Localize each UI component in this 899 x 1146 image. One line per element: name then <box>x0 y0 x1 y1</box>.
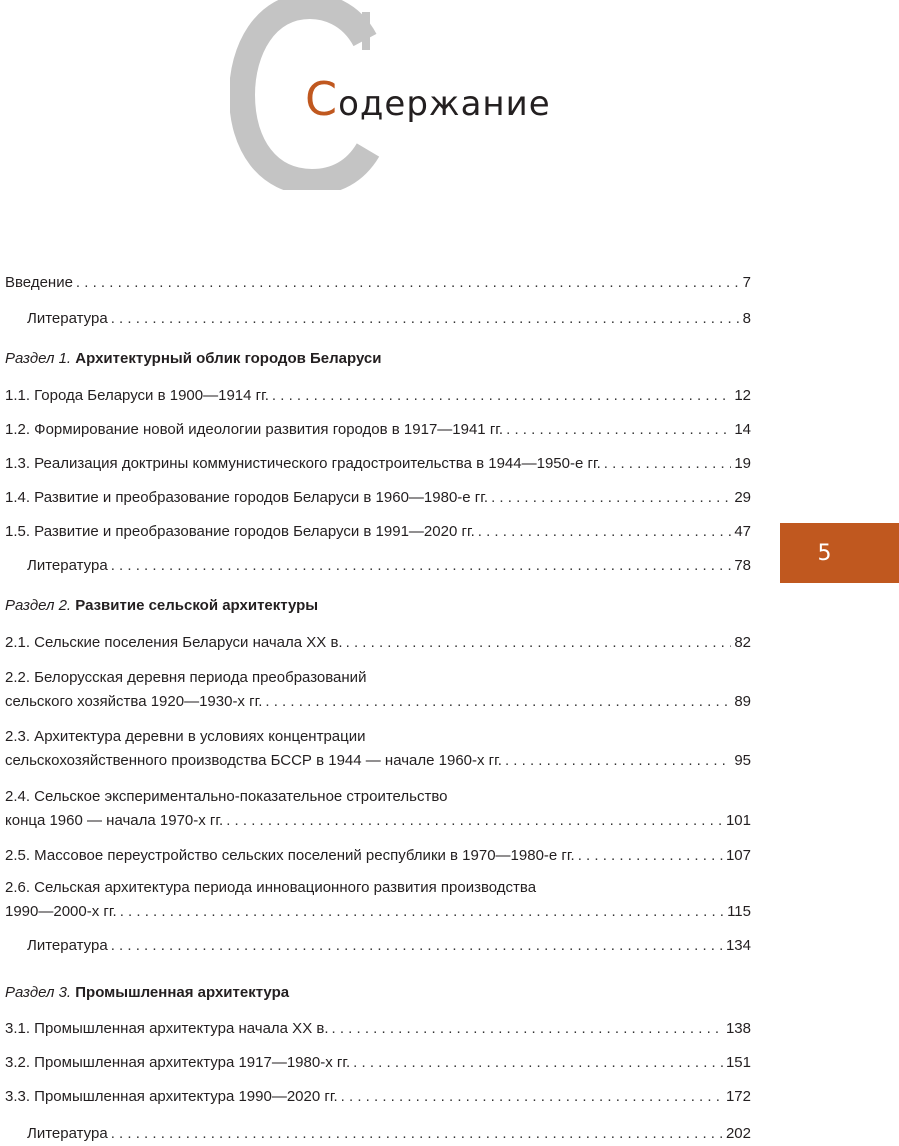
toc-page-number: 115 <box>727 903 751 920</box>
toc-entry[interactable] <box>5 1017 751 1041</box>
toc-entry-line <box>5 418 751 442</box>
toc-entry-text: 1.2. Формирование новой идеологии развития городов в 1917—1941 гг. <box>5 421 504 438</box>
toc-page-number: 89 <box>734 693 751 710</box>
toc-entry-text: 1.4. Развитие и преобразование городов Беларуси в 1960—1980-е гг. <box>5 489 489 506</box>
toc-page-number: 14 <box>734 421 751 438</box>
toc-entry-text: Литература <box>27 937 108 954</box>
dot-leader <box>226 809 723 833</box>
toc-entry-line <box>5 384 751 408</box>
section-title: Промышленная архитектура <box>75 984 290 1001</box>
toc-entry[interactable] <box>5 725 751 773</box>
toc-entry-line <box>5 486 751 510</box>
toc-entry-line <box>5 749 751 773</box>
dot-leader <box>506 418 731 442</box>
toc-entry-line <box>5 666 751 690</box>
toc-entry-line <box>5 785 751 809</box>
toc-section-heading[interactable] <box>5 984 289 1001</box>
title-rest: одержание <box>338 84 551 124</box>
toc-entry-line <box>5 271 751 295</box>
toc-page-number: 8 <box>742 310 751 327</box>
dot-leader <box>353 1051 723 1075</box>
dot-leader <box>491 486 731 510</box>
toc-entry-line <box>5 631 751 655</box>
toc-entry[interactable] <box>5 785 751 833</box>
dot-leader <box>341 1085 723 1109</box>
toc-entry-text: 2.2. Белорусская деревня периода преобразований <box>5 669 367 686</box>
toc-entry[interactable] <box>27 554 751 578</box>
toc-page-number: 101 <box>725 812 751 829</box>
toc-entry-text: 2.1. Сельские поселения Беларуси начала XX в. <box>5 634 343 651</box>
toc-entry-text: 3.1. Промышленная архитектура начала XX в. <box>5 1020 329 1037</box>
toc-entry[interactable] <box>5 876 751 924</box>
toc-entry-text: конца 1960 — начала 1970-х гг. <box>5 812 224 829</box>
dot-leader <box>604 452 732 476</box>
toc-page-number: 82 <box>734 634 751 651</box>
toc-entry[interactable] <box>5 271 751 295</box>
toc-entry-line <box>5 900 751 924</box>
toc-page-number: 19 <box>734 455 751 472</box>
toc-entry-text: Литература <box>27 1125 108 1142</box>
section-title: Архитектурный облик городов Беларуси <box>75 350 382 367</box>
toc-entry-line <box>5 725 751 749</box>
toc-entry-text: 2.3. Архитектура деревни в условиях концентрации <box>5 728 366 745</box>
toc-entry-text: 1.1. Города Беларуси в 1900—1914 гг. <box>5 387 269 404</box>
toc-entry[interactable] <box>5 631 751 655</box>
title-initial: С <box>305 72 339 126</box>
dot-leader <box>76 271 740 295</box>
dot-leader <box>346 631 732 655</box>
page-number-tab <box>780 523 899 583</box>
toc-entry[interactable] <box>5 520 751 544</box>
toc-entry[interactable] <box>5 844 751 868</box>
section-title: Развитие сельской архитектуры <box>75 597 319 614</box>
dot-leader <box>111 1122 723 1146</box>
toc-entry-line <box>27 554 751 578</box>
dot-leader <box>272 384 731 408</box>
toc-entry-line <box>27 1122 751 1146</box>
toc-entry-line <box>5 452 751 476</box>
toc-entry-line <box>27 307 751 331</box>
dot-leader <box>111 554 732 578</box>
section-prefix: Раздел 2. <box>5 597 72 614</box>
dot-leader <box>265 690 731 714</box>
toc-entry[interactable] <box>5 1085 751 1109</box>
toc-page-number: 7 <box>742 274 751 291</box>
toc-page-number: 95 <box>734 752 751 769</box>
toc-page-number: 78 <box>734 557 751 574</box>
toc-page-number: 107 <box>725 847 751 864</box>
toc-entry[interactable] <box>27 307 751 331</box>
dot-leader <box>578 844 723 868</box>
toc-page-number: 172 <box>725 1088 751 1105</box>
toc-entry-line <box>5 876 751 900</box>
dot-leader <box>111 307 740 331</box>
dot-leader <box>505 749 731 773</box>
toc-page-number: 138 <box>725 1020 751 1037</box>
toc-entry[interactable] <box>27 1122 751 1146</box>
toc-page-number: 151 <box>725 1054 751 1071</box>
toc-page-number: 47 <box>734 523 751 540</box>
toc-entry-line <box>5 1085 751 1109</box>
toc-page-number: 202 <box>725 1125 751 1142</box>
toc-entry[interactable] <box>5 1051 751 1075</box>
toc-entry[interactable] <box>5 384 751 408</box>
toc-entry[interactable] <box>5 486 751 510</box>
toc-entry-text: 2.6. Сельская архитектура периода инновационного развития производства <box>5 879 537 896</box>
toc-page-number: 12 <box>734 387 751 404</box>
toc-entry-text: Введение <box>5 274 73 291</box>
page-title <box>305 72 551 126</box>
toc-entry-text: Литература <box>27 310 108 327</box>
section-prefix: Раздел 3. <box>5 984 72 1001</box>
toc-entry[interactable] <box>5 666 751 714</box>
toc-entry-line <box>5 1051 751 1075</box>
toc-page-number: 29 <box>734 489 751 506</box>
toc-entry-text: 2.5. Массовое переустройство сельских поселений республики в 1970—1980-е гг. <box>5 847 575 864</box>
dot-leader <box>332 1017 723 1041</box>
page-number: 5 <box>817 540 832 566</box>
toc-entry-line <box>5 844 751 868</box>
toc-entry[interactable] <box>5 418 751 442</box>
toc-entry-text: Литература <box>27 557 108 574</box>
toc-entry-line <box>5 520 751 544</box>
toc-entry-text: 3.3. Промышленная архитектура 1990—2020 гг. <box>5 1088 338 1105</box>
toc-entry-text: 1.5. Развитие и преобразование городов Беларуси в 1991—2020 гг. <box>5 523 475 540</box>
dot-leader <box>111 934 723 958</box>
dot-leader <box>120 900 724 924</box>
toc-entry[interactable] <box>5 452 751 476</box>
toc-entry-text: сельскохозяйственного производства БССР в 1944 — начале 1960-х гг. <box>5 752 502 769</box>
toc-entry-text: 1990—2000-х гг. <box>5 903 117 920</box>
toc-page-number: 134 <box>725 937 751 954</box>
toc-entry-line <box>27 934 751 958</box>
toc-entry-line <box>5 1017 751 1041</box>
toc-entry[interactable] <box>27 934 751 958</box>
toc-section-heading[interactable] <box>5 350 382 367</box>
toc-entry-text: сельского хозяйства 1920—1930-х гг. <box>5 693 263 710</box>
toc-entry-line <box>5 690 751 714</box>
dot-leader <box>478 520 732 544</box>
section-prefix: Раздел 1. <box>5 350 72 367</box>
toc-entry-text: 1.3. Реализация доктрины коммунистического градостроительства в 1944—1950-е гг. <box>5 455 601 472</box>
toc-entry-text: 2.4. Сельское экспериментально-показательное строительство <box>5 788 448 805</box>
toc-entry-text: 3.2. Промышленная архитектура 1917—1980-х гг. <box>5 1054 351 1071</box>
toc-section-heading[interactable] <box>5 597 318 614</box>
toc-entry-line <box>5 809 751 833</box>
